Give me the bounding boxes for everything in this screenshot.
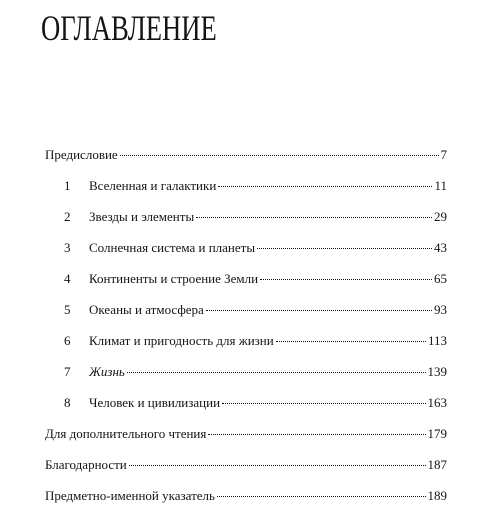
page-number: 189 bbox=[427, 488, 447, 503]
table-of-contents bbox=[45, 146, 447, 518]
chapter-number: 5 bbox=[64, 302, 71, 317]
toc-entry-title: Предметно-именной указатель bbox=[45, 488, 215, 503]
toc-chapter-entry bbox=[45, 301, 447, 332]
toc-entry-title: Солнечная система и планеты bbox=[89, 240, 256, 255]
toc-chapter-entry bbox=[45, 394, 447, 425]
dot-leader bbox=[260, 279, 432, 280]
page-title: ОГЛАВЛЕНИЕ bbox=[41, 8, 217, 48]
page-number: 139 bbox=[427, 364, 447, 379]
page-number: 179 bbox=[427, 426, 447, 441]
page-number: 29 bbox=[434, 209, 447, 224]
chapter-number: 3 bbox=[64, 240, 71, 255]
toc-chapter-entry bbox=[45, 363, 447, 394]
toc-entry bbox=[45, 487, 447, 518]
dot-leader bbox=[196, 217, 432, 218]
toc-entry bbox=[45, 456, 447, 487]
page-number: 163 bbox=[427, 395, 447, 410]
toc-entry-title: Континенты и строение Земли bbox=[89, 271, 259, 286]
toc-chapter-entry bbox=[45, 270, 447, 301]
dot-leader bbox=[127, 372, 426, 373]
toc-entry-title: Океаны и атмосфера bbox=[89, 302, 204, 317]
dot-leader bbox=[217, 496, 426, 497]
chapter-number: 4 bbox=[64, 271, 71, 286]
toc-chapter-entry bbox=[45, 177, 447, 208]
toc-chapter-entry bbox=[45, 332, 447, 363]
toc-entry bbox=[45, 146, 447, 177]
toc-entry-title: Звезды и элементы bbox=[89, 209, 195, 224]
dot-leader bbox=[276, 341, 426, 342]
page-number: 65 bbox=[434, 271, 447, 286]
toc-entry-title: Для дополнительного чтения bbox=[45, 426, 207, 441]
chapter-number: 6 bbox=[64, 333, 71, 348]
toc-chapter-entry bbox=[45, 239, 447, 270]
chapter-number: 7 bbox=[64, 364, 71, 379]
page-number: 11 bbox=[434, 178, 447, 193]
page-number: 113 bbox=[427, 333, 447, 348]
page-number: 43 bbox=[434, 240, 447, 255]
chapter-number: 2 bbox=[64, 209, 71, 224]
toc-chapter-entry bbox=[45, 208, 447, 239]
chapter-number: 8 bbox=[64, 395, 71, 410]
toc-entry bbox=[45, 425, 447, 456]
dot-leader bbox=[129, 465, 426, 466]
toc-entry-title: Предисловие bbox=[45, 147, 118, 162]
toc-entry-title: Благодарности bbox=[45, 457, 127, 472]
page-number: 187 bbox=[427, 457, 447, 472]
dot-leader bbox=[257, 248, 432, 249]
toc-entry-title: Человек и цивилизации bbox=[89, 395, 221, 410]
chapter-number: 1 bbox=[64, 178, 71, 193]
toc-entry-title: Вселенная и галактики bbox=[89, 178, 217, 193]
dot-leader bbox=[120, 155, 439, 156]
toc-entry-title: Жизнь bbox=[89, 364, 125, 379]
dot-leader bbox=[208, 434, 425, 435]
dot-leader bbox=[222, 403, 425, 404]
toc-entry-title: Климат и пригодность для жизни bbox=[89, 333, 274, 348]
dot-leader bbox=[218, 186, 432, 187]
dot-leader bbox=[206, 310, 432, 311]
page-number: 7 bbox=[440, 147, 447, 162]
page-number: 93 bbox=[434, 302, 447, 317]
